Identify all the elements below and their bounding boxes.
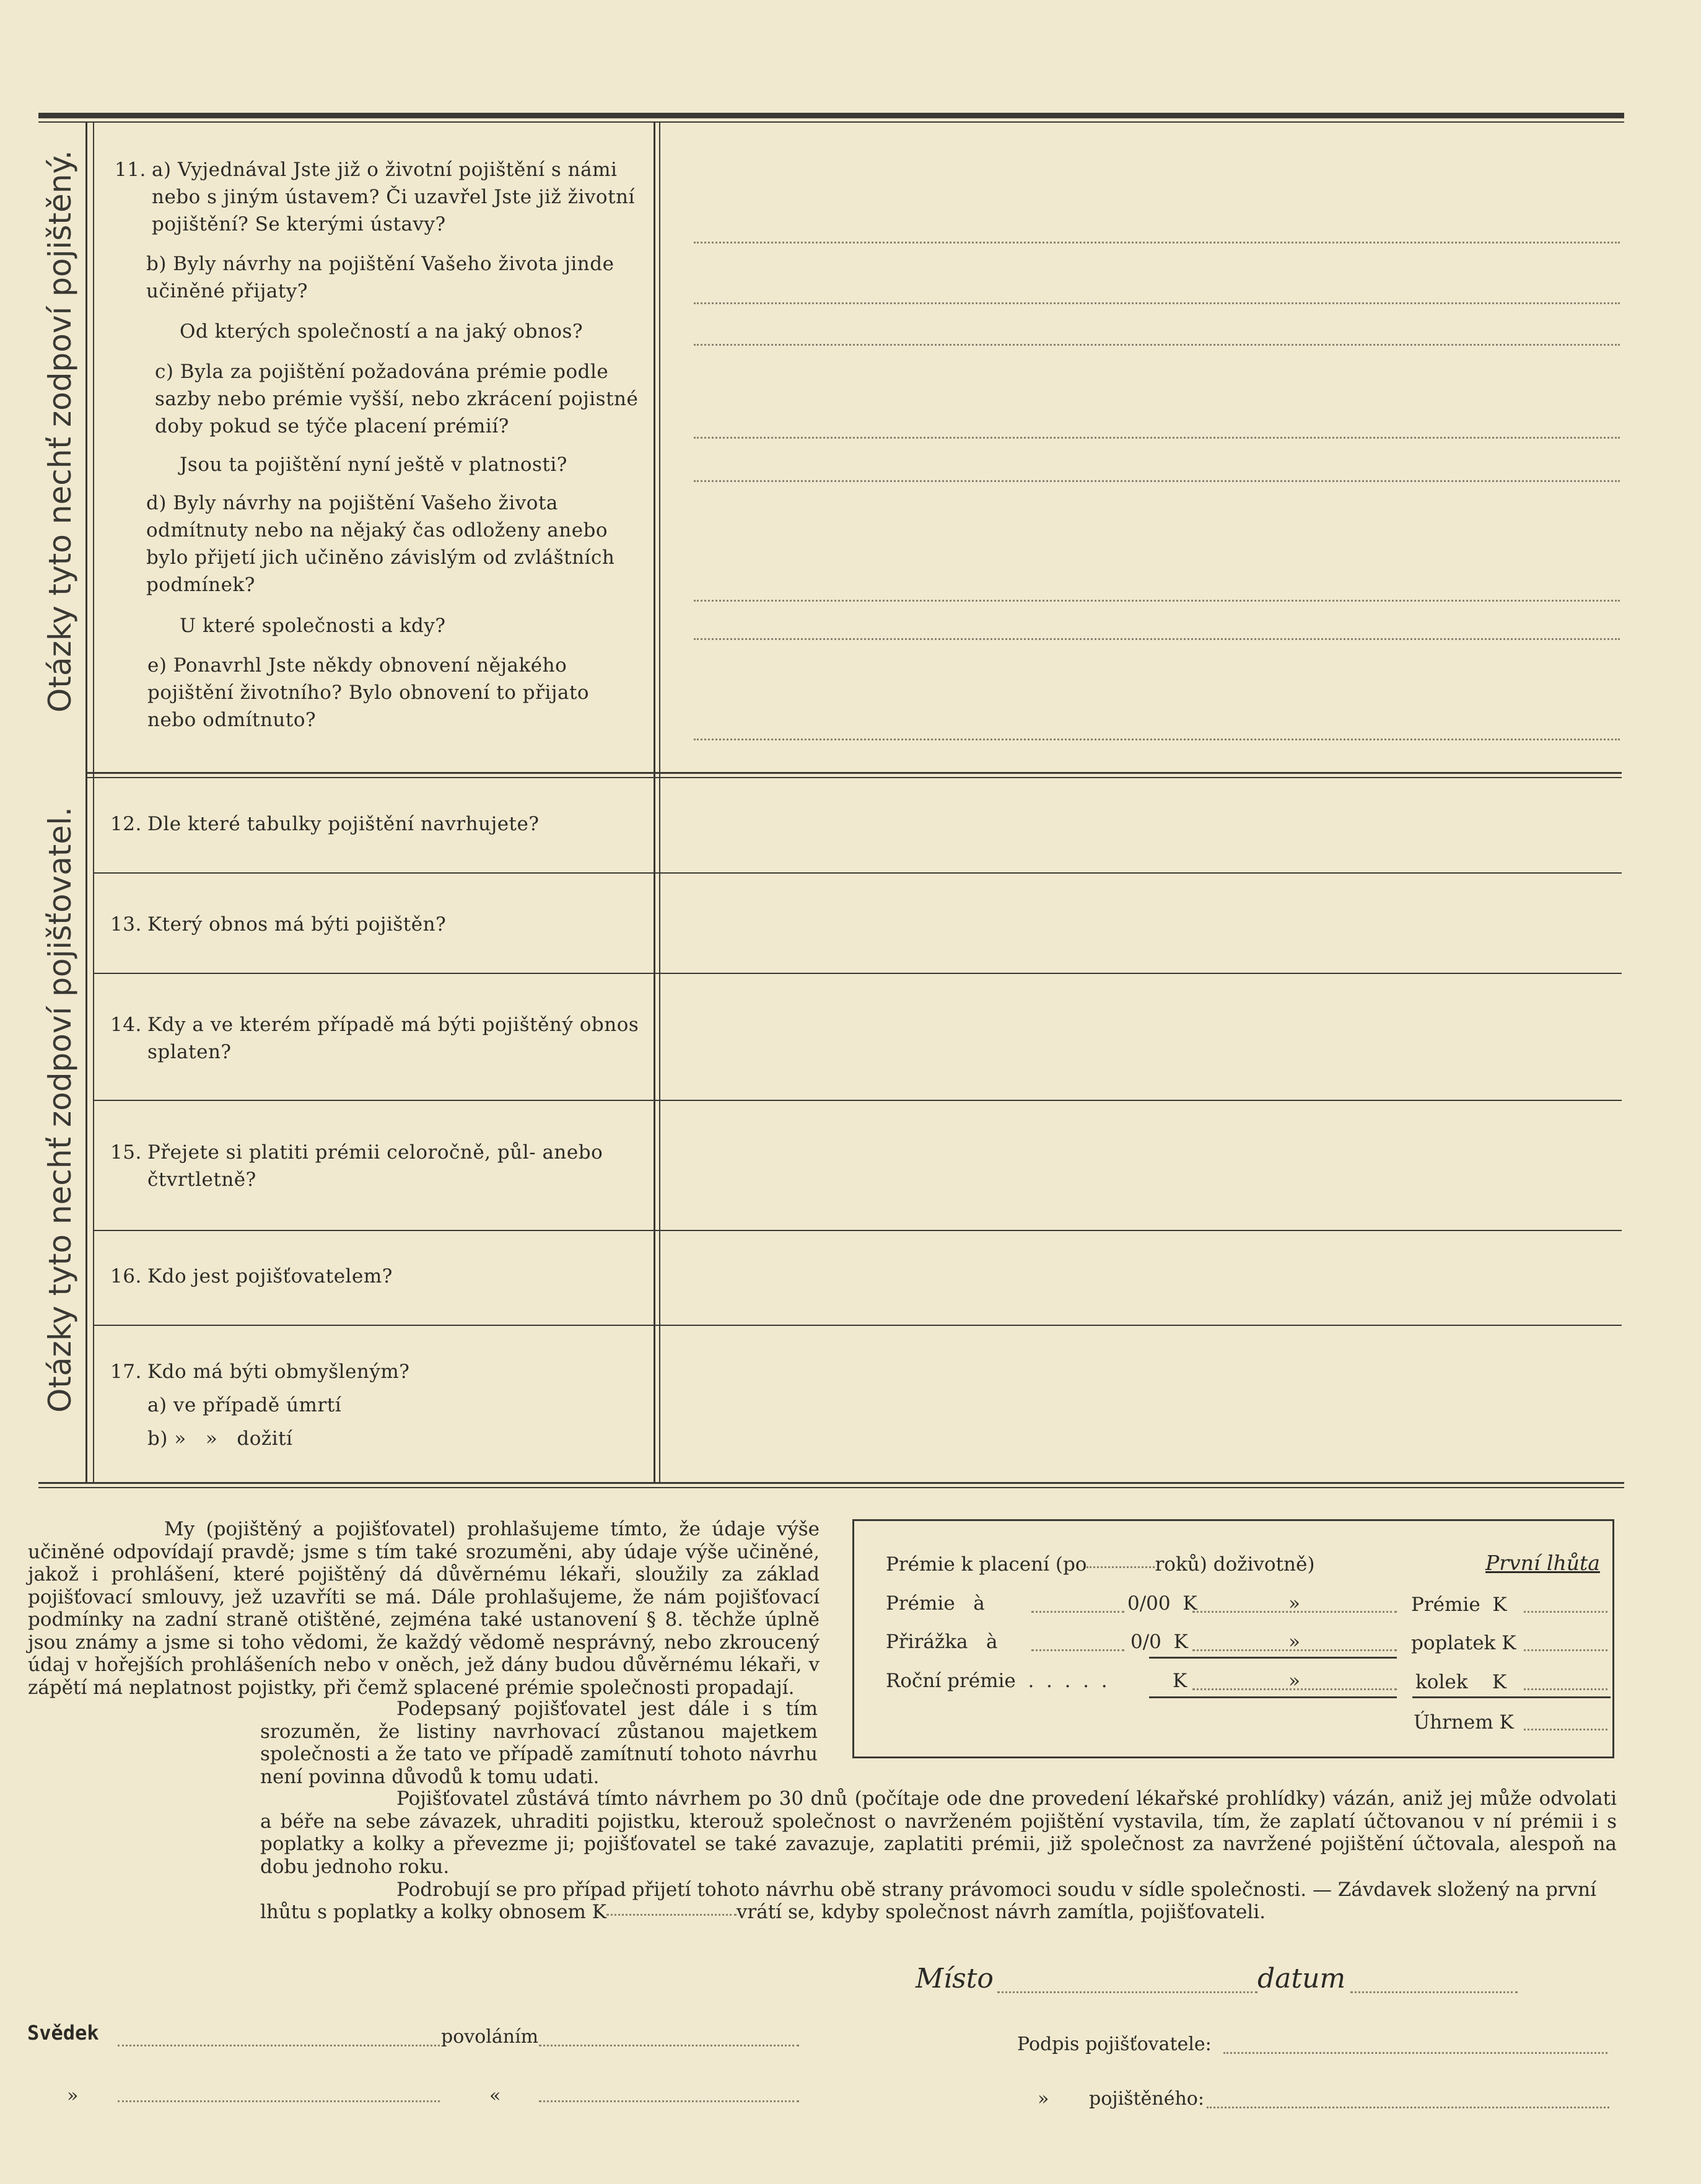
witness-name-line[interactable] xyxy=(118,2045,440,2046)
question-12-number: 12. xyxy=(110,813,142,835)
premium-ditto: » xyxy=(1288,1592,1300,1615)
column-divider-a xyxy=(654,121,655,1482)
deposit-amount-line[interactable] xyxy=(606,1914,737,1916)
question-11b-sub: Od kterých společností a na jaký obnos? xyxy=(180,320,584,343)
side-label-insured: Otázky tyto nechť zodpoví pojištěný. xyxy=(42,150,78,713)
question-11d-sub: U které společnosti a kdy? xyxy=(180,615,446,637)
question-11d: d) Byly návrhy na pojištění Vašeho života odmítnuty nebo na nějaký čas odloženy anebo bylo přijetí jich učiněno závislým od zvláštních podmínek? xyxy=(146,492,615,596)
insurer-signature-line[interactable] xyxy=(1223,2052,1607,2054)
witness2-name-line[interactable] xyxy=(118,2100,440,2102)
witness2-ditto: » xyxy=(67,2085,79,2107)
question-11c-sub: Jsou ta pojištění nyní ještě v platnosti? xyxy=(180,454,567,476)
stamp-line[interactable] xyxy=(1524,1688,1607,1690)
column-divider-b xyxy=(659,121,660,1482)
deposit-label: lhůtu s poplatky a kolky obnosem K xyxy=(260,1901,606,1923)
first-term-heading: První lhůta xyxy=(1485,1551,1600,1575)
place-line[interactable] xyxy=(997,1991,1257,1993)
answer-line-11-6[interactable] xyxy=(694,600,1620,602)
total-label: Úhrnem K xyxy=(1414,1711,1514,1734)
question-11a: a) Vyjednával Jste již o životní pojištění s námi nebo s jiným ústavem? Či uzavřel Jste již životní pojištění? Se kterými ústavy? xyxy=(152,159,635,235)
section-separator-2 xyxy=(85,777,1622,778)
answer-line-11-5[interactable] xyxy=(694,480,1620,482)
annual-premium-label: Roční prémie . . . . . xyxy=(886,1670,1108,1692)
surcharge-label: Přirážka à xyxy=(886,1631,998,1653)
question-15-number: 15. xyxy=(110,1141,142,1164)
question-12: Dle které tabulky pojištění navrhujete? xyxy=(147,813,540,835)
question-16: Kdo jest pojišťovatelem? xyxy=(147,1265,393,1287)
stamp-sum-rule xyxy=(1412,1696,1611,1698)
premium-row-1 xyxy=(886,1552,1314,1577)
question-11-number: 11. xyxy=(115,159,146,181)
question-13-number: 13. xyxy=(110,913,142,936)
declaration-paragraph-1: My (pojištěný a pojišťovatel) prohlašujeme tímto, že údaje výše učiněné odpovídají pravdě; jsme s tím také srozuměni, aby údaje výše učiněné, jakož i prohlášení, které pojištěný dá důvěrnému lékaři, sloužily za základ pojišťovací smlouvy, jež uzavříti se má. Dále prohlašujeme, že nám pojišťovací podmínky na zadní straně otištěné, zejména také ustanovení § 8. těchže úplně jsou známy a jsme si toho vědomi, že každý vědomě nesprávný, nebo zkroucený údaj v hořejších prohlášeních nebo v oněch, jež dány budou důvěrnému lékaři, v zápětí má neplatnost pojistky, při čemž splacené prémie společnosti propadají. xyxy=(28,1518,820,1699)
declaration-paragraph-3: Pojišťovatel zůstává tímto návrhem po 30 dnů (počítaje ode dne provedení lékařské prohlídky) vázán, aniž jej může odvolati a béře na sebe závazek, uhraditi pojistku, kterouž společnost o navrženém pojištění vystavila, tím, že zaplatí účtovanou v ní prémii i s poplatky a kolky a převezme ji; pojišťovatel se také zavazuje, zaplatiti prémii, již společnost za navržené pojištění účtovala, alespoň na dobu jednoho roku. xyxy=(260,1787,1617,1878)
premium-right-line[interactable] xyxy=(1524,1611,1607,1613)
question-14: Kdy a ve kterém případě má býti pojištěný obnos splaten? xyxy=(147,1014,639,1063)
insured-signature-label: pojištěného: xyxy=(1089,2088,1204,2110)
question-17b: b) » » dožití xyxy=(147,1427,293,1450)
premium-rate-unit: 0/00 K xyxy=(1127,1592,1197,1615)
witness-profession-line[interactable] xyxy=(539,2045,799,2046)
date-line[interactable] xyxy=(1350,1991,1518,1993)
witness2-ditto-mid: « xyxy=(489,2085,501,2107)
deposit-return-text: vrátí se, kdyby společnost návrh zamítla, pojišťovateli. xyxy=(736,1901,1266,1923)
surcharge-sum-rule xyxy=(1149,1657,1397,1659)
answer-line-11-1[interactable] xyxy=(694,242,1620,243)
question-17: Kdo má býti obmyšleným? xyxy=(147,1361,410,1383)
premium-term-suffix: roků) doživotně) xyxy=(1155,1553,1315,1576)
premium-term-label: Prémie k placení (po xyxy=(886,1553,1087,1576)
witness2-profession-line[interactable] xyxy=(539,2100,799,2102)
declaration-paragraph-4: Podrobují se pro případ přijetí tohoto návrhu obě strany právomoci soudu v sídle společnosti. — Závdavek složený na první xyxy=(396,1879,1597,1901)
surcharge-ditto: » xyxy=(1288,1631,1300,1653)
premium-right-label: Prémie K xyxy=(1411,1594,1507,1616)
question-15: Přejete si platiti prémii celoročně, půl- anebo čtvrtletně? xyxy=(147,1141,603,1191)
witness-label: Svědek xyxy=(27,2021,99,2045)
premium-years-line[interactable] xyxy=(1087,1566,1155,1568)
declaration-paragraph-4-end xyxy=(260,1901,1617,1924)
left-border-outer xyxy=(85,121,87,1482)
premium-rate-label: Prémie à xyxy=(886,1592,985,1615)
row-separator-16 xyxy=(94,1325,1622,1326)
fee-label: poplatek K xyxy=(1411,1632,1516,1654)
row-separator-14 xyxy=(94,1100,1622,1101)
question-16-number: 16. xyxy=(110,1265,142,1287)
annual-premium-rule xyxy=(1149,1696,1397,1698)
answer-line-11-2[interactable] xyxy=(694,302,1620,304)
date-label: datum xyxy=(1257,1963,1346,1994)
row-separator-13 xyxy=(94,973,1622,974)
left-border-inner xyxy=(93,121,94,1482)
question-14-number: 14. xyxy=(110,1014,142,1036)
question-17a: a) ve případě úmrtí xyxy=(147,1394,342,1416)
row-separator-12 xyxy=(94,872,1622,874)
insurer-signature-label: Podpis pojišťovatele: xyxy=(1017,2033,1212,2055)
question-13: Který obnos má býti pojištěn? xyxy=(147,913,447,936)
surcharge-rate-line[interactable] xyxy=(1031,1649,1124,1651)
declaration-paragraph-2: Podepsaný pojišťovatel jest dále i s tím srozuměn, že listiny navrhovací zůstanou majetkem společnosti a že tato ve případě zamítnutí tohoto návrhu není povinna důvodů k tomu udati. xyxy=(260,1698,818,1788)
surcharge-unit: 0/0 K xyxy=(1130,1631,1188,1653)
fee-line[interactable] xyxy=(1524,1649,1607,1651)
annual-premium-ditto: » xyxy=(1288,1670,1300,1692)
row-separator-15 xyxy=(94,1230,1622,1231)
question-11e: e) Ponavrhl Jste někdy obnovení nějakého pojištění životního? Bylo obnovení to přijato nebo odmítnuto? xyxy=(147,654,590,731)
place-label: Místo xyxy=(916,1963,994,1994)
top-rule-thin xyxy=(38,121,1624,123)
answer-line-11-7[interactable] xyxy=(694,638,1620,640)
answer-line-11-4[interactable] xyxy=(694,437,1620,439)
question-17-number: 17. xyxy=(110,1361,142,1383)
stamp-label: kolek K xyxy=(1415,1671,1507,1693)
question-11c: c) Byla za pojištění požadována prémie podle sazby nebo prémie vyšší, nebo zkrácení pojistné doby pokud se týče placení prémií? xyxy=(155,361,639,437)
question-11b: b) Byly návrhy na pojištění Vašeho života jinde učiněné přijaty? xyxy=(146,253,614,302)
witness-profession-label: povoláním xyxy=(441,2026,539,2048)
annual-premium-k: K xyxy=(1173,1670,1187,1692)
table-bottom-rule xyxy=(38,1482,1624,1484)
premium-rate-line[interactable] xyxy=(1031,1611,1124,1613)
answer-line-11-3[interactable] xyxy=(694,344,1620,346)
top-rule-thick xyxy=(38,113,1624,118)
insured-signature-line[interactable] xyxy=(1207,2107,1609,2108)
total-line[interactable] xyxy=(1524,1729,1607,1730)
insured-signature-ditto: » xyxy=(1038,2088,1049,2110)
section-separator xyxy=(85,772,1622,774)
side-label-insurer: Otázky tyto nechť zodpoví pojišťovatel. xyxy=(42,807,78,1413)
table-bottom-rule-2 xyxy=(38,1487,1624,1488)
answer-line-11-8[interactable] xyxy=(694,739,1620,740)
